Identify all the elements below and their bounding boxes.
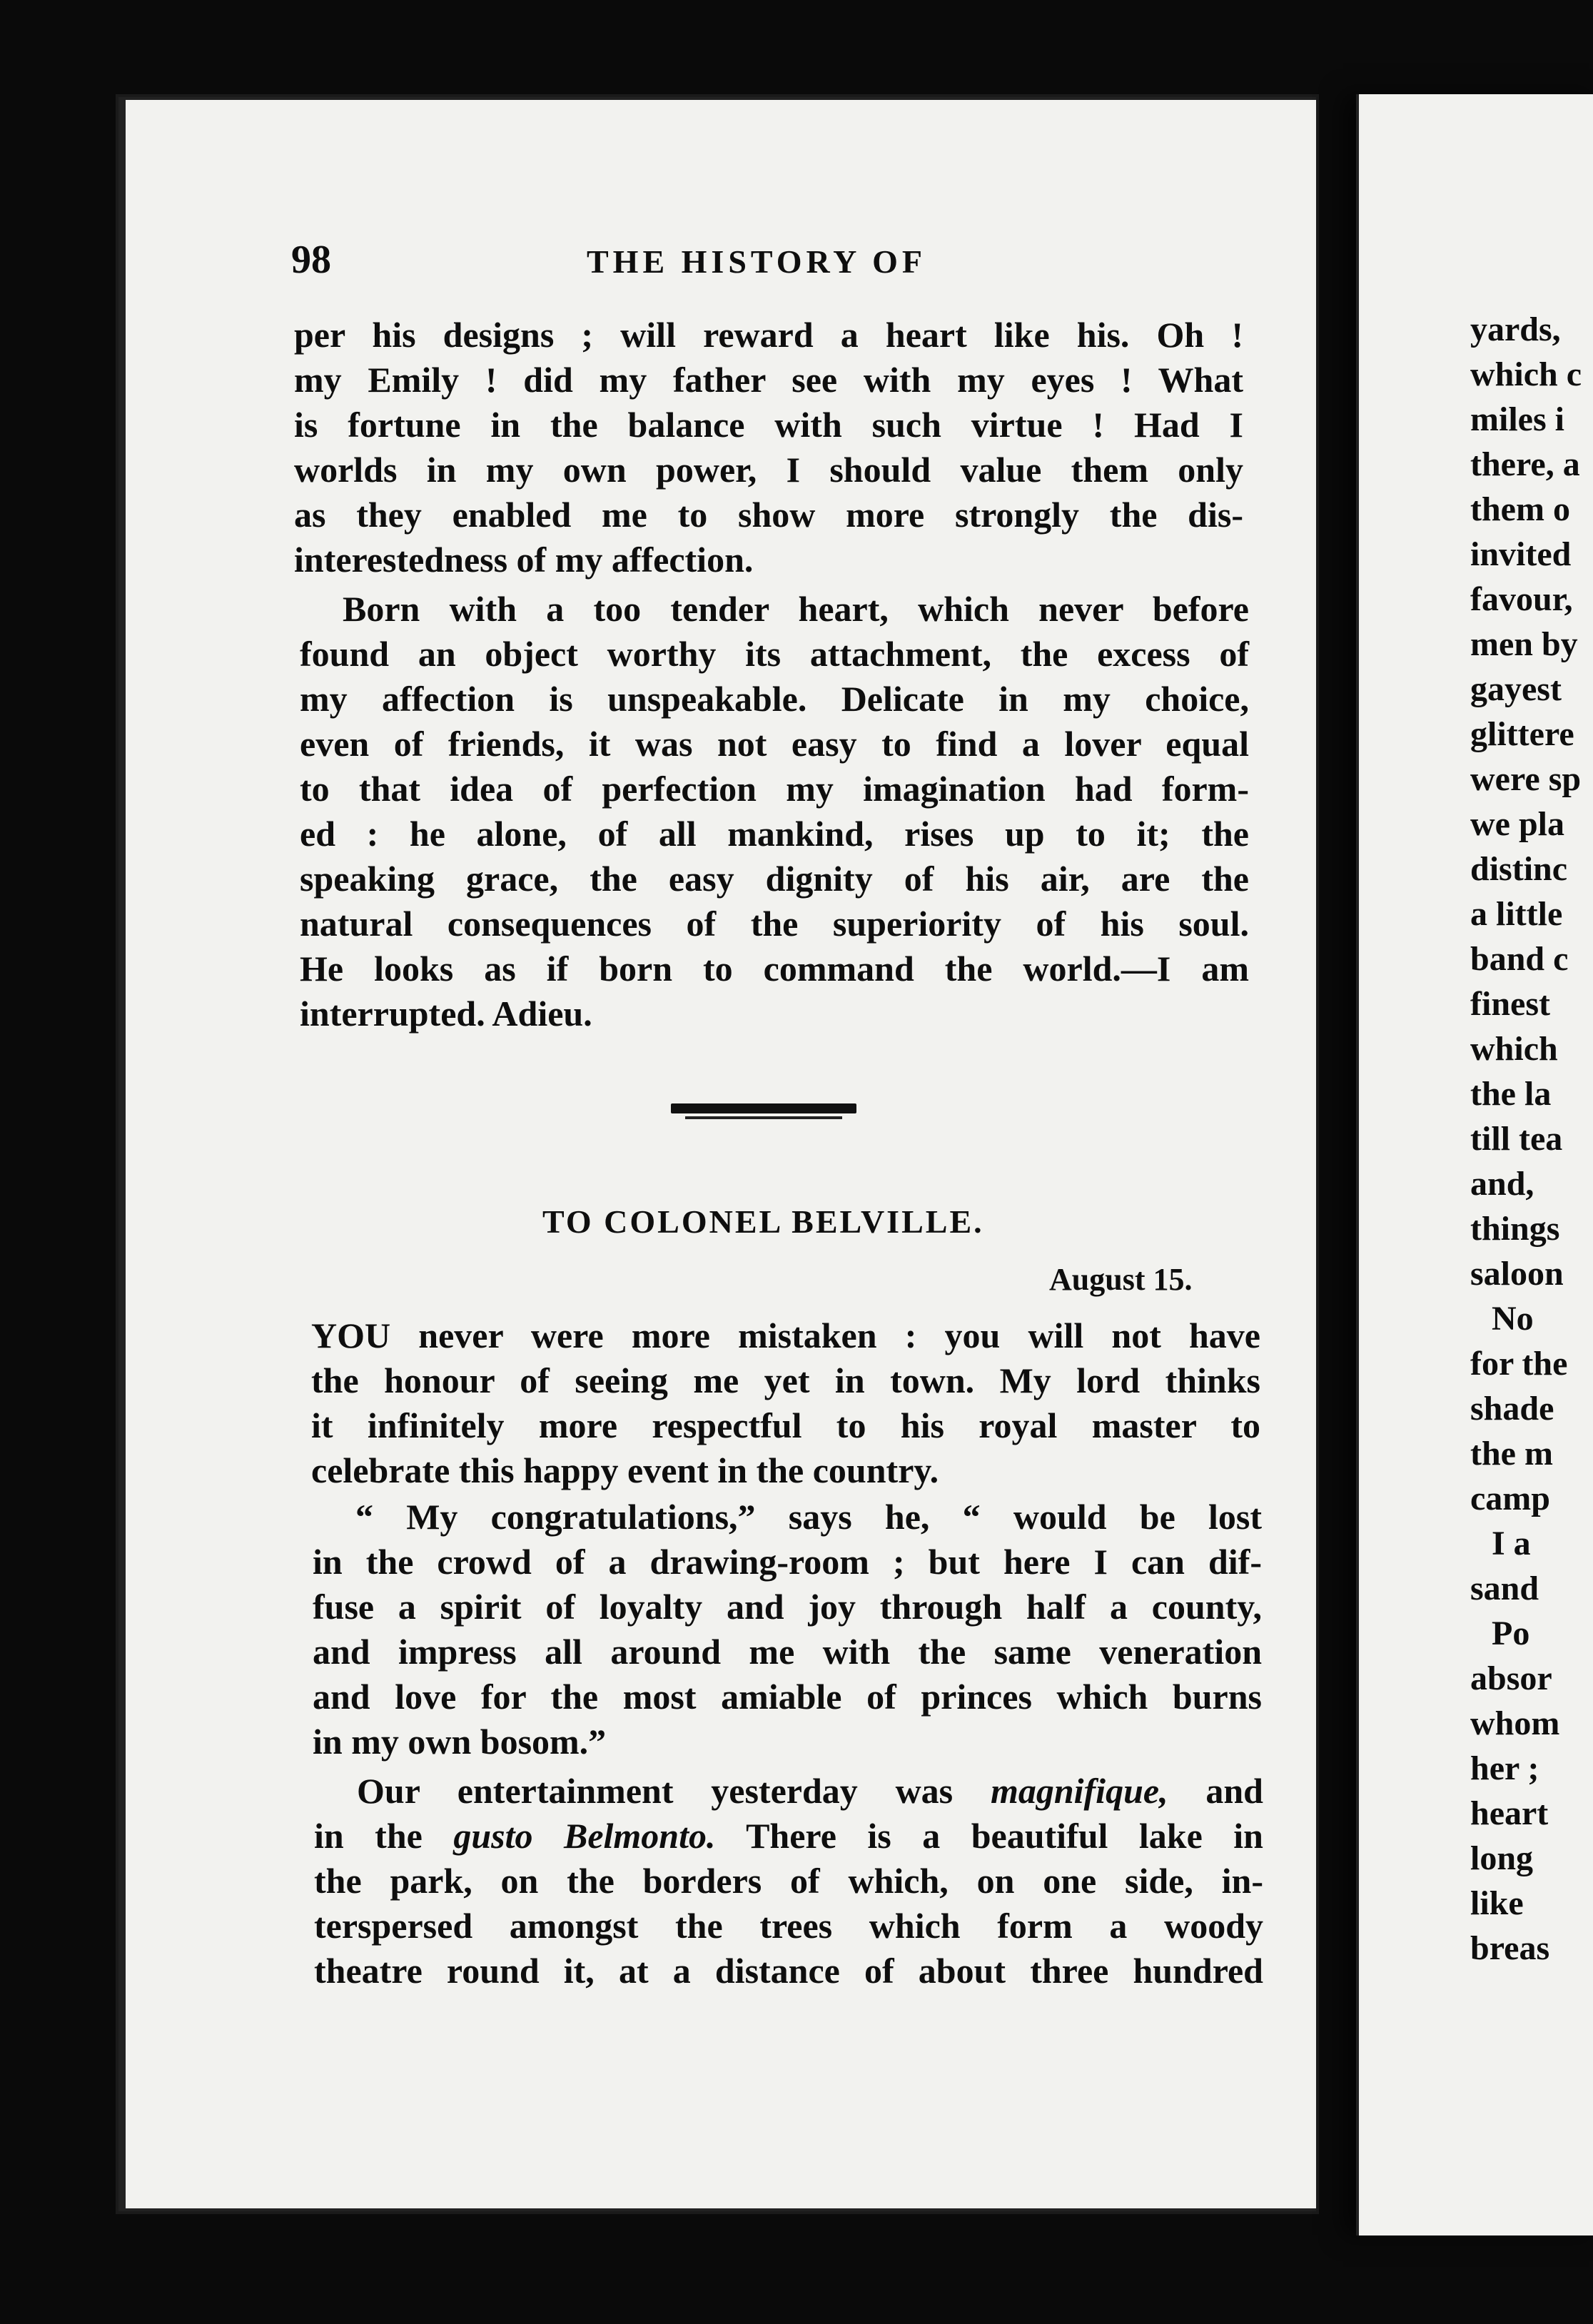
text-line: YOU never were more mistaken : you will not have bbox=[311, 1315, 1260, 1355]
text-line: my Emily ! did my father see with my eyes ! What bbox=[294, 360, 1243, 400]
text-line: like bbox=[1470, 1884, 1524, 1922]
text-line: the la bbox=[1470, 1075, 1552, 1113]
text-line: were sp bbox=[1470, 760, 1582, 798]
text-line: celebrate this happy event in the country. bbox=[311, 1450, 939, 1490]
text-line: gayest bbox=[1470, 670, 1562, 708]
text-line: men by bbox=[1470, 625, 1578, 663]
text-line: band c bbox=[1470, 940, 1569, 978]
letter-heading: TO COLONEL BELVILLE. bbox=[542, 1203, 984, 1240]
text-line: breas bbox=[1470, 1929, 1550, 1967]
text-line: invited bbox=[1470, 535, 1572, 573]
letter-paragraph-2 bbox=[313, 1495, 1262, 1764]
text-line: and love for the most amiable of princes which burns bbox=[313, 1677, 1262, 1717]
letter-paragraph-1 bbox=[311, 1313, 1260, 1493]
text-line: the honour of seeing me yet in town. My lord thinks bbox=[311, 1360, 1260, 1400]
text-line: finest bbox=[1470, 985, 1550, 1023]
text-line: sand bbox=[1470, 1570, 1539, 1607]
text-line: natural consequences of the superiority of his soul. bbox=[300, 904, 1249, 944]
text-line: as they enabled me to show more strongly the dis- bbox=[294, 495, 1243, 535]
text-line: yards, bbox=[1470, 310, 1561, 348]
text-line: in my own bosom.” bbox=[313, 1722, 607, 1762]
text-line: favour, bbox=[1470, 580, 1573, 618]
text-line: her ; bbox=[1470, 1749, 1539, 1787]
text-line: it infinitely more respectful to his royal master to bbox=[311, 1405, 1260, 1445]
text-line: a little bbox=[1470, 895, 1563, 933]
text-line: saloon bbox=[1470, 1255, 1564, 1293]
text-line: till tea bbox=[1470, 1120, 1563, 1158]
text-line: per his designs ; will reward a heart like his. Oh ! bbox=[294, 315, 1243, 355]
paragraph-born-with bbox=[300, 587, 1249, 1036]
text-line: for the bbox=[1470, 1345, 1568, 1383]
text-line: things bbox=[1470, 1210, 1560, 1248]
text-line: the park, on the borders of which, on one side, in- bbox=[314, 1861, 1263, 1901]
text-line: “ My congratulations,” says he, “ would be lost bbox=[355, 1497, 1262, 1537]
text-line: terspersed amongst the trees which form a woody bbox=[314, 1906, 1263, 1946]
text-line: fuse a spirit of loyalty and joy through half a county, bbox=[313, 1587, 1262, 1627]
text-line: long bbox=[1470, 1839, 1534, 1877]
ornamental-rule bbox=[671, 1103, 856, 1113]
text-line: camp bbox=[1470, 1480, 1550, 1517]
text-line: we pla bbox=[1470, 805, 1564, 843]
text-line: interestedness of my affection. bbox=[294, 540, 754, 580]
dateline: August 15. bbox=[1049, 1262, 1193, 1297]
text-line: Born with a too tender heart, which never before bbox=[343, 589, 1249, 629]
italic-word: magnifique, bbox=[990, 1771, 1168, 1811]
text-line: theatre round it, at a distance of about three hundred bbox=[314, 1951, 1263, 1991]
text-line: absor bbox=[1470, 1659, 1552, 1697]
text-line: worlds in my own power, I should value them only bbox=[294, 450, 1243, 490]
paragraph-continuation bbox=[294, 313, 1243, 582]
text-line: Our entertainment yesterday was magnifique, and bbox=[357, 1771, 1263, 1811]
letter-paragraph-3 bbox=[314, 1769, 1263, 1994]
text-line: shade bbox=[1470, 1390, 1554, 1428]
right-page-text bbox=[1470, 307, 1593, 1971]
text-line: found an object worthy its attachment, the excess of bbox=[300, 634, 1249, 674]
text-line: ed : he alone, of all mankind, rises up to it; the bbox=[300, 814, 1249, 854]
text-line: I a bbox=[1492, 1525, 1531, 1562]
text-line: there, a bbox=[1470, 445, 1580, 483]
text-line: and, bbox=[1470, 1165, 1534, 1203]
text-line: heart bbox=[1470, 1794, 1549, 1832]
text-line: whom bbox=[1470, 1704, 1560, 1742]
text-line: interrupted. Adieu. bbox=[300, 994, 592, 1034]
text-line: which bbox=[1470, 1030, 1558, 1068]
text-line: He looks as if born to command the world.—I am bbox=[300, 949, 1249, 989]
text-line: is fortune in the balance with such virtue ! Had I bbox=[294, 405, 1243, 445]
text-line: glittere bbox=[1470, 715, 1574, 753]
text-line: speaking grace, the easy dignity of his air, are the bbox=[300, 859, 1249, 899]
text-line: even of friends, it was not easy to find a lover equal bbox=[300, 724, 1249, 764]
text-line: and impress all around me with the same veneration bbox=[313, 1632, 1262, 1672]
text-line: them o bbox=[1470, 490, 1570, 528]
text-line: No bbox=[1492, 1300, 1534, 1338]
text-line: in the gusto Belmonto. There is a beautiful lake in bbox=[314, 1816, 1263, 1856]
text-line: Po bbox=[1492, 1615, 1530, 1652]
page-number: 98 bbox=[291, 238, 331, 282]
text-line: miles i bbox=[1470, 400, 1564, 438]
text-line: the m bbox=[1470, 1435, 1553, 1472]
running-head: THE HISTORY OF bbox=[587, 243, 927, 280]
text-line: distinc bbox=[1470, 850, 1568, 888]
text-line: to that idea of perfection my imagination had form- bbox=[300, 769, 1249, 809]
italic-phrase: gusto Belmonto. bbox=[453, 1816, 716, 1856]
text-line: in the crowd of a drawing-room ; but here I can dif- bbox=[313, 1542, 1262, 1582]
text-line: my affection is unspeakable. Delicate in my choice, bbox=[300, 679, 1249, 719]
text-line: which c bbox=[1470, 355, 1582, 393]
